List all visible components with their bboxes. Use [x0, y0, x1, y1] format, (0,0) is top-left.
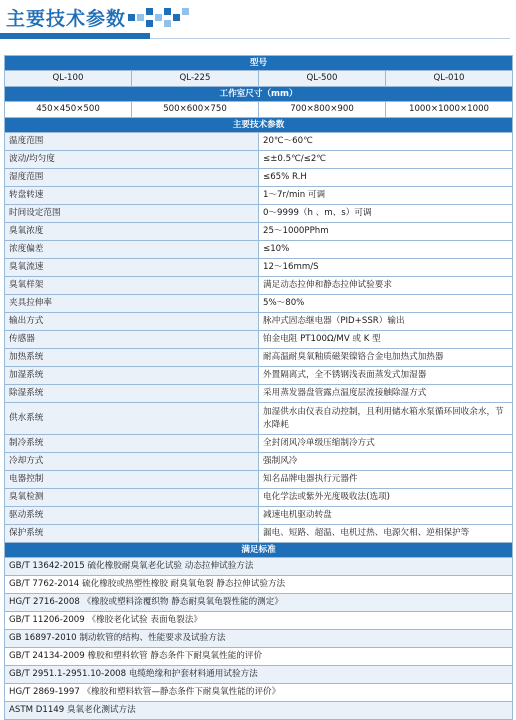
- standard-row: [5, 702, 513, 720]
- standard-text: GB/T 11206-2009 《橡胶老化试验 表面龟裂法》: [5, 612, 513, 630]
- title-divider: [150, 38, 510, 39]
- param-value: 全封闭风冷单级压缩制冷方式: [259, 435, 513, 453]
- param-label: 臭氧检测: [5, 489, 259, 507]
- standard-text: GB/T 7762-2014 硫化橡胶或热塑性橡胶 耐臭氧龟裂 静态拉伸试验方法: [5, 576, 513, 594]
- param-label: 除湿系统: [5, 385, 259, 403]
- param-label: 加湿系统: [5, 367, 259, 385]
- section-title: 工作室尺寸（mm）: [5, 87, 513, 102]
- param-value: ≤10%: [259, 241, 513, 259]
- param-row: [5, 471, 513, 489]
- param-label: 传感器: [5, 331, 259, 349]
- standard-row: [5, 684, 513, 702]
- param-value: 20℃～60℃: [259, 133, 513, 151]
- standard-text: ASTM D1149 臭氧老化测试方法: [5, 702, 513, 720]
- param-label: 臭氧样架: [5, 277, 259, 295]
- param-value: 满足动态拉伸和静态拉伸试验要求: [259, 277, 513, 295]
- standard-row: [5, 648, 513, 666]
- param-value: 12～16mm/S: [259, 259, 513, 277]
- param-value: 采用蒸发器盘管露点温度层流接触除湿方式: [259, 385, 513, 403]
- model-row: [5, 71, 513, 87]
- standard-text: HG/T 2869-1997 《橡胶和塑料软管—静态条件下耐臭氧性能的评价》: [5, 684, 513, 702]
- dim-cell: 1000×1000×1000: [386, 102, 513, 118]
- chamber-section-header: [5, 87, 513, 102]
- param-label: 波动/均匀度: [5, 151, 259, 169]
- param-value: 知名品牌电器执行元器件: [259, 471, 513, 489]
- model-cell: QL-010: [386, 71, 513, 87]
- standard-row: [5, 576, 513, 594]
- param-value: 铂金电阻 PT100Ω/MV 或 K 型: [259, 331, 513, 349]
- standard-text: GB 16897-2010 制动软管的结构、性能要求及试验方法: [5, 630, 513, 648]
- param-label: 供水系统: [5, 403, 259, 435]
- param-row: [5, 187, 513, 205]
- param-value: 加湿供水由仪表自动控制，且利用储水箱水泵循环回收余水，节水降耗: [259, 403, 513, 435]
- model-cell: QL-500: [259, 71, 386, 87]
- standard-row: [5, 666, 513, 684]
- params-section-header: [5, 118, 513, 133]
- param-row: [5, 385, 513, 403]
- param-value: 脉冲式固态继电器（PID+SSR）输出: [259, 313, 513, 331]
- param-label: 转盘转速: [5, 187, 259, 205]
- param-value: ≤±0.5℃/≤2℃: [259, 151, 513, 169]
- param-label: 制冷系统: [5, 435, 259, 453]
- param-row: [5, 507, 513, 525]
- header: [0, 0, 516, 48]
- standard-row: [5, 594, 513, 612]
- standard-text: HG/T 2716-2008 《橡胶或塑料涂覆织物 静态耐臭氧龟裂性能的测定》: [5, 594, 513, 612]
- param-row: [5, 489, 513, 507]
- param-value: 外置隔离式，全不锈钢浅表面蒸发式加湿器: [259, 367, 513, 385]
- dim-cell: 500×600×750: [132, 102, 259, 118]
- param-row: [5, 367, 513, 385]
- param-label: 浓度偏差: [5, 241, 259, 259]
- param-value: ≤65% R.H: [259, 169, 513, 187]
- param-row: [5, 169, 513, 187]
- param-row: [5, 525, 513, 543]
- param-value: 0～9999（h 、m、s）可调: [259, 205, 513, 223]
- param-value: 强制风冷: [259, 453, 513, 471]
- param-row: [5, 151, 513, 169]
- param-label: 输出方式: [5, 313, 259, 331]
- param-label: 温度范围: [5, 133, 259, 151]
- param-value: 漏电、短路、超温、电机过热、电源欠相、逆相保护等: [259, 525, 513, 543]
- standard-text: GB/T 13642-2015 硫化橡胶耐臭氧老化试验 动态拉伸试验方法: [5, 558, 513, 576]
- param-row: [5, 453, 513, 471]
- param-label: 加热系统: [5, 349, 259, 367]
- title-underline-bar: [0, 33, 150, 39]
- param-row: [5, 349, 513, 367]
- param-label: 冷却方式: [5, 453, 259, 471]
- param-label: 臭氧流速: [5, 259, 259, 277]
- param-value: 25～1000PPhm: [259, 223, 513, 241]
- dim-cell: 450×450×500: [5, 102, 132, 118]
- section-title: 主要技术参数: [5, 118, 513, 133]
- param-row: [5, 403, 513, 435]
- param-row: [5, 133, 513, 151]
- page-title: 主要技术参数: [6, 8, 127, 30]
- param-row: [5, 277, 513, 295]
- dim-cell: 700×800×900: [259, 102, 386, 118]
- param-value: 减速电机驱动转盘: [259, 507, 513, 525]
- param-row: [5, 331, 513, 349]
- standard-row: [5, 558, 513, 576]
- dims-row: [5, 102, 513, 118]
- standard-row: [5, 612, 513, 630]
- param-row: [5, 313, 513, 331]
- param-row: [5, 205, 513, 223]
- param-value: 电化学法或紫外光度吸收法(选项): [259, 489, 513, 507]
- param-value: 耐高温耐臭氧釉质磁架镍铬合金电加热式加热器: [259, 349, 513, 367]
- standards-section-header: [5, 543, 513, 558]
- param-label: 驱动系统: [5, 507, 259, 525]
- param-label: 电器控制: [5, 471, 259, 489]
- param-label: 湿度范围: [5, 169, 259, 187]
- model-section-header: [5, 56, 513, 71]
- param-row: [5, 295, 513, 313]
- spec-table-body: [5, 56, 513, 720]
- section-title: 满足标准: [5, 543, 513, 558]
- standard-row: [5, 630, 513, 648]
- spec-table: [4, 55, 513, 720]
- param-row: [5, 435, 513, 453]
- param-label: 保护系统: [5, 525, 259, 543]
- model-cell: QL-225: [132, 71, 259, 87]
- standard-text: GB/T 2951.1-2951.10-2008 电缆绝缘和护套材料通用试验方法: [5, 666, 513, 684]
- param-label: 臭氧浓度: [5, 223, 259, 241]
- param-label: 时间设定范围: [5, 205, 259, 223]
- param-value: 5%～80%: [259, 295, 513, 313]
- param-value: 1～7r/min 可调: [259, 187, 513, 205]
- param-row: [5, 241, 513, 259]
- param-row: [5, 223, 513, 241]
- param-label: 夹具拉伸率: [5, 295, 259, 313]
- param-row: [5, 259, 513, 277]
- model-cell: QL-100: [5, 71, 132, 87]
- section-title: 型号: [5, 56, 513, 71]
- standard-text: GB/T 24134-2009 橡胶和塑料软管 静态条件下耐臭氧性能的评价: [5, 648, 513, 666]
